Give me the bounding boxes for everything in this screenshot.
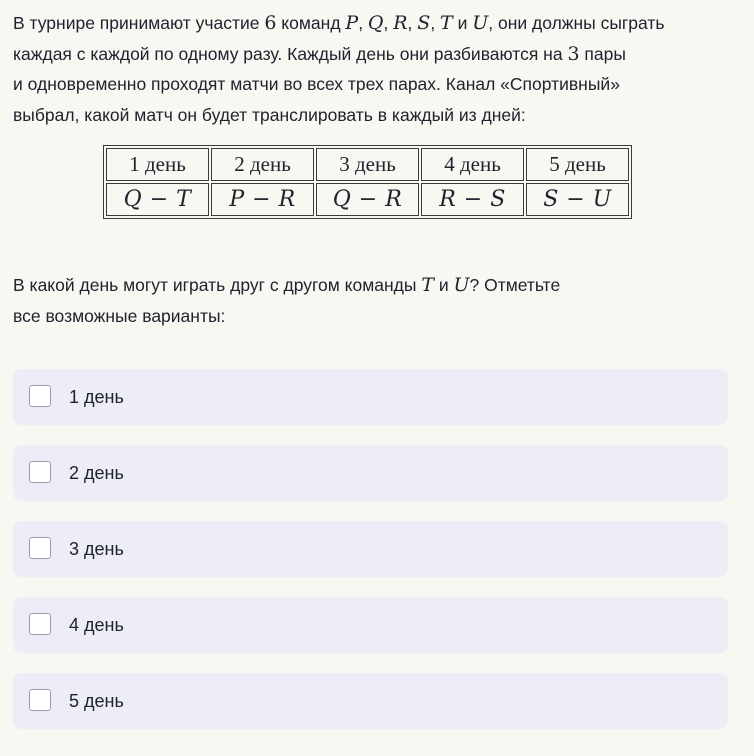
option-label: 2 день [69, 463, 124, 483]
option-label: 4 день [69, 615, 124, 635]
day-cell: 2 день [211, 148, 314, 181]
match-cell: Q − R [316, 183, 419, 216]
broadcast-schedule-table [103, 145, 632, 219]
checkbox[interactable] [29, 613, 51, 635]
problem-line-2: каждая с каждой по одному разу. Каждый день они разбиваются на 3 пары [13, 42, 626, 65]
day-cell: 4 день [421, 148, 524, 181]
problem-line-4: выбрал, какой матч он будет транслировать в каждый из дней: [13, 104, 526, 125]
checkbox[interactable] [29, 385, 51, 407]
answer-option-day-5[interactable] [13, 673, 728, 729]
problem-statement [13, 8, 748, 130]
day-cell: 5 день [526, 148, 629, 181]
problem-line-3: и одновременно проходят матчи во всех трех парах. Канал «Спортивный» [13, 74, 620, 94]
match-cell: R − S [421, 183, 524, 216]
checkbox[interactable] [29, 537, 51, 559]
problem-line-1: В турнире принимают участие 6 команд P, Q, R, S, T и U, они должны сыграть [13, 12, 665, 34]
option-label: 1 день [69, 387, 124, 407]
day-cell: 1 день [106, 148, 209, 181]
checkbox[interactable] [29, 689, 51, 711]
answer-option-day-4[interactable] [13, 597, 728, 653]
match-cell: Q − T [106, 183, 209, 216]
match-cell: P − R [211, 183, 314, 216]
checkbox[interactable] [29, 461, 51, 483]
table-row-matches [106, 183, 629, 216]
question-line-1: В какой день могут играть друг с другом команды T и U? Отметьте [13, 274, 561, 296]
answer-option-day-3[interactable] [13, 521, 728, 577]
option-label: 3 день [69, 539, 124, 559]
question-line-2: все возможные варианты: [13, 305, 226, 326]
question-text [13, 270, 733, 331]
answer-option-day-2[interactable] [13, 445, 728, 501]
day-cell: 3 день [316, 148, 419, 181]
answer-option-day-1[interactable] [13, 369, 728, 425]
option-label: 5 день [69, 691, 124, 711]
match-cell: S − U [526, 183, 629, 216]
table-row-days [106, 148, 629, 181]
